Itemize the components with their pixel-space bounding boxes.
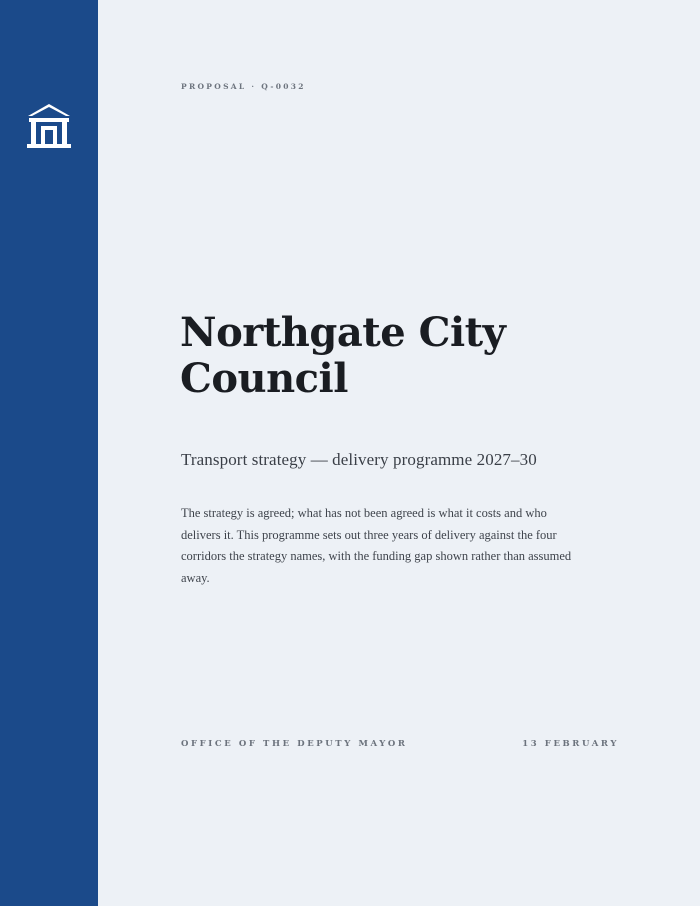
office-label: OFFICE OF THE DEPUTY MAYOR	[181, 739, 408, 749]
date-label: 13 FEBRUARY	[522, 739, 619, 749]
subtitle: Transport strategy — delivery programme 2027–30	[181, 450, 537, 469]
page-title: Northgate City Council	[180, 309, 506, 402]
document-reference: PROPOSAL · Q-0032	[181, 82, 306, 91]
civic-building-icon	[26, 102, 72, 150]
sidebar	[0, 0, 98, 906]
intro-paragraph: The strategy is agreed; what has not been agreed is what it costs and who delivers it. This programme sets out three years of delivery against the four corridors the strategy names, with the funding gap shown rather than assumed away.	[181, 506, 572, 585]
